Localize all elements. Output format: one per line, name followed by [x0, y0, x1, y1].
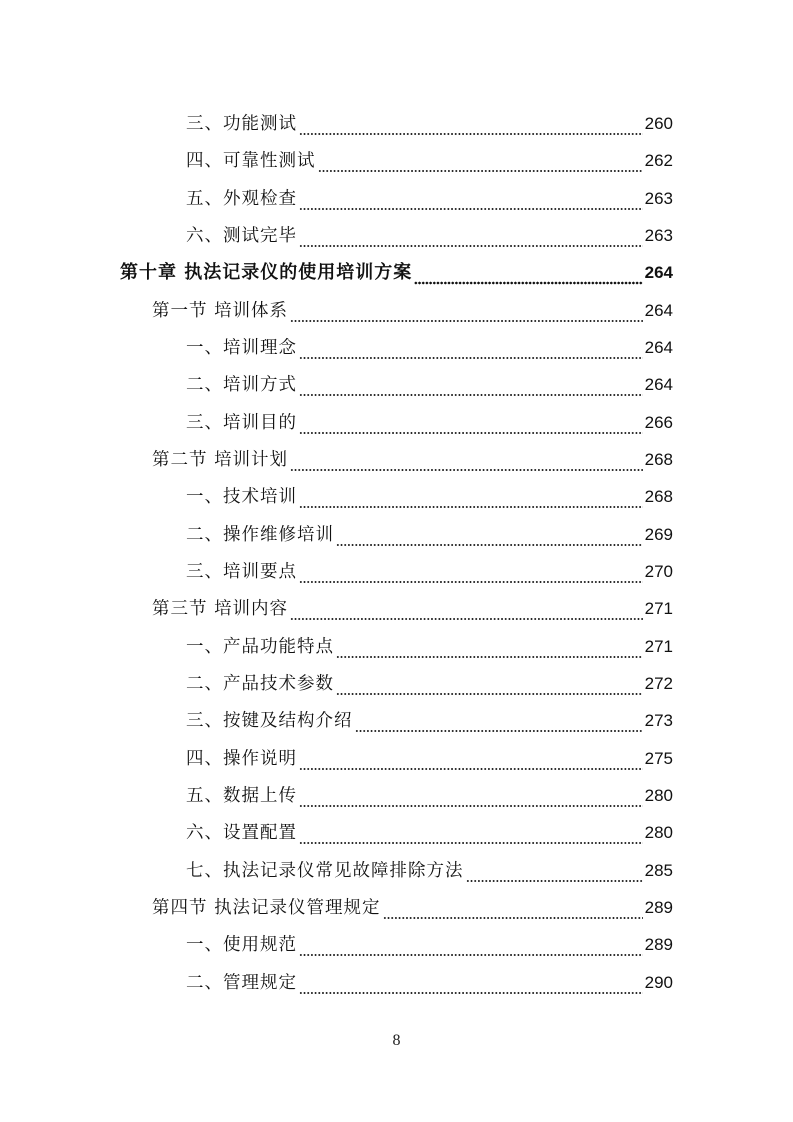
toc-entry-page: 271	[644, 599, 673, 618]
toc-entry[interactable]	[186, 548, 673, 585]
dot-leader	[290, 596, 643, 622]
dot-leader	[299, 335, 643, 361]
toc-entry-page: 272	[644, 674, 673, 693]
toc-section-entry[interactable]	[152, 436, 673, 473]
dot-leader	[290, 447, 643, 473]
dot-leader	[290, 298, 643, 324]
toc-entry-title: 三、按键及结构介绍	[186, 711, 353, 731]
toc-entry-page: 273	[644, 711, 673, 730]
dot-leader	[299, 820, 643, 846]
toc-entry-title: 六、测试完毕	[186, 226, 297, 246]
dot-leader	[336, 671, 643, 697]
toc-entry[interactable]	[186, 623, 673, 660]
toc-entry-page: 264	[644, 338, 673, 357]
toc-entry-title: 五、数据上传	[186, 786, 297, 806]
toc-entry[interactable]	[186, 361, 673, 398]
toc-entry-page: 264	[644, 375, 673, 394]
toc-entry-page: 260	[644, 114, 673, 133]
dot-leader	[299, 970, 643, 996]
dot-leader	[318, 148, 643, 174]
page-number: 8	[392, 1032, 401, 1049]
toc-entry-page: 262	[644, 151, 673, 170]
dot-leader	[336, 634, 643, 660]
toc-entry-page: 271	[644, 636, 673, 656]
toc-entry-page: 280	[644, 823, 673, 842]
dot-leader	[299, 559, 643, 585]
dot-leader	[299, 410, 643, 436]
toc-entry[interactable]	[186, 921, 673, 958]
toc-entry-page: 275	[644, 748, 673, 768]
dot-leader	[299, 372, 643, 398]
toc-entry[interactable]	[186, 100, 673, 137]
toc-entry[interactable]	[186, 175, 673, 212]
toc-entry-title: 一、技术培训	[186, 487, 297, 507]
toc-entry[interactable]	[186, 473, 673, 510]
dot-leader	[414, 260, 642, 286]
toc-entry[interactable]	[186, 660, 673, 697]
toc-entry-title: 二、管理规定	[186, 972, 297, 993]
toc-entry-page: 269	[644, 524, 673, 544]
toc-entry-title: 二、产品技术参数	[186, 674, 334, 694]
toc-entry-page: 290	[644, 972, 673, 992]
toc-entry[interactable]	[186, 735, 673, 772]
toc-entry-page: 264	[644, 300, 673, 320]
toc-entry-page: 263	[644, 226, 673, 245]
toc-entry-page: 268	[644, 487, 673, 506]
toc-entry-page: 280	[644, 786, 673, 805]
toc-entry-title: 第四节 执法记录仪管理规定	[152, 898, 381, 918]
toc-entry[interactable]	[186, 772, 673, 809]
toc-entry[interactable]	[186, 697, 673, 734]
dot-leader	[355, 708, 643, 734]
toc-entry-title: 四、可靠性测试	[186, 151, 316, 171]
dot-leader	[299, 186, 643, 212]
toc-entry-title: 四、操作说明	[186, 748, 297, 769]
toc-section-entry[interactable]	[152, 585, 673, 622]
toc-entry-title: 六、设置配置	[186, 823, 297, 843]
dot-leader	[299, 746, 643, 772]
toc-entry[interactable]	[186, 399, 673, 436]
dot-leader	[466, 858, 643, 884]
toc-entry[interactable]	[186, 959, 673, 996]
toc-section-entry[interactable]	[152, 287, 673, 324]
dot-leader	[299, 932, 643, 958]
toc-entry[interactable]	[186, 212, 673, 249]
toc-entry-page: 289	[644, 935, 673, 954]
toc-entry-page: 289	[644, 898, 673, 917]
toc-chapter-entry[interactable]	[120, 249, 673, 286]
toc-section-entry[interactable]	[152, 884, 673, 921]
toc-entry-title: 一、使用规范	[186, 935, 297, 955]
toc-entry-title: 第十章 执法记录仪的使用培训方案	[120, 262, 413, 283]
toc-entry-title: 第二节 培训计划	[152, 450, 289, 470]
dot-leader	[299, 111, 643, 137]
toc-entry-title: 二、培训方式	[186, 375, 297, 395]
toc-entry-page: 266	[644, 412, 673, 432]
toc-entry[interactable]	[186, 324, 673, 361]
toc-entry-title: 三、培训要点	[186, 562, 297, 582]
dot-leader	[383, 895, 643, 921]
toc-entry-page: 285	[644, 860, 673, 880]
toc-entry[interactable]	[186, 511, 673, 548]
dot-leader	[299, 484, 643, 510]
toc-entry-title: 一、培训理念	[186, 338, 297, 358]
toc-entry[interactable]	[186, 809, 673, 846]
toc-entry-title: 第三节 培训内容	[152, 599, 289, 619]
dot-leader	[336, 522, 643, 548]
toc-entry-page: 268	[644, 450, 673, 469]
toc-entry[interactable]	[186, 847, 673, 884]
toc-entry-title: 第一节 培训体系	[152, 300, 289, 321]
toc-entry-title: 二、操作维修培训	[186, 524, 334, 545]
toc-entry[interactable]	[186, 137, 673, 174]
toc-entry-title: 五、外观检查	[186, 188, 297, 209]
dot-leader	[299, 223, 643, 249]
toc-entry-page: 263	[644, 188, 673, 208]
toc-entry-page: 270	[644, 562, 673, 581]
dot-leader	[299, 783, 643, 809]
toc-entry-title: 七、执法记录仪常见故障排除方法	[186, 860, 464, 881]
toc-entry-title: 一、产品功能特点	[186, 636, 334, 657]
toc-entry-title: 三、培训目的	[186, 412, 297, 433]
toc-entry-title: 三、功能测试	[186, 114, 297, 134]
toc-entry-page: 264	[644, 263, 673, 282]
